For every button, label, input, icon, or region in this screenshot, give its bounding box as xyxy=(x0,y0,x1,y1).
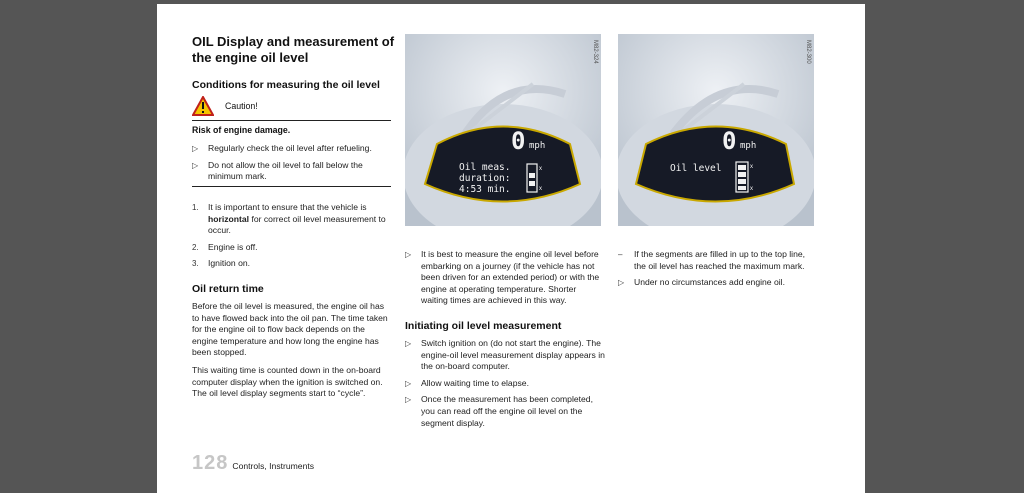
manual-page xyxy=(157,4,865,493)
figure-oil-measurement-display xyxy=(405,34,601,226)
oil-return-heading: Oil return time xyxy=(192,283,264,295)
triangle-bullet-icon: ▷ xyxy=(192,144,199,153)
triangle-bullet-icon: ▷ xyxy=(405,378,412,388)
list-item: ▷ Do not allow the oil level to fall below the minimum mark. xyxy=(192,159,363,182)
triangle-bullet-icon: ▷ xyxy=(618,278,625,288)
display-line-1: Oil meas. xyxy=(459,162,511,173)
svg-text:x: x xyxy=(750,164,753,170)
middle-bullet-list xyxy=(405,249,605,312)
list-item: 1. It is important to ensure that the vehicle is horizontal for correct oil level measurement to occur. xyxy=(192,202,386,236)
list-item: 3. Ignition on. xyxy=(192,258,251,269)
oil-return-paragraph-2: This waiting time is counted down in the on-board computer display when the ignition is switched on. The oil level display segments start to “cycle”. xyxy=(192,365,383,399)
list-item: – If the segments are filled in up to the top line, the oil level has reached the maximum mark. xyxy=(618,249,806,271)
instrument-cluster-illustration xyxy=(405,34,601,226)
speed-unit: mph xyxy=(740,141,757,151)
page-footer xyxy=(192,452,314,475)
display-line-2: duration: xyxy=(459,173,511,184)
dash-bullet-icon: – xyxy=(618,250,623,259)
svg-text:x: x xyxy=(750,186,753,192)
list-item: ▷ Switch ignition on (do not start the engine). The engine-oil level measurement display appears in the on-board computer. xyxy=(405,338,605,372)
speed-value: 0 xyxy=(722,127,737,155)
svg-text:x: x xyxy=(539,166,542,172)
conditions-heading: Conditions for measuring the oil level xyxy=(192,79,380,91)
caution-row xyxy=(192,96,258,116)
list-item: 2. Engine is off. xyxy=(192,241,258,252)
display-line-1: Oil level xyxy=(670,163,722,174)
figure-code: M82-324 xyxy=(592,40,598,64)
caution-rule-bottom xyxy=(192,186,391,187)
initiating-heading: Initiating oil level measurement xyxy=(405,320,562,332)
warning-triangle-icon xyxy=(192,96,214,116)
svg-text:x: x xyxy=(539,186,542,192)
figure-code: M82-300 xyxy=(805,40,811,64)
speed-value: 0 xyxy=(511,127,526,155)
conditions-list xyxy=(192,202,392,275)
list-item: ▷ Once the measurement has been completed, you can read off the engine oil level on the segment display. xyxy=(405,394,593,428)
figure-oil-level-display xyxy=(618,34,814,226)
instrument-cluster-illustration xyxy=(618,34,814,226)
page-title: OIL Display and measurement of the engine oil level xyxy=(192,34,395,65)
risk-text: Risk of engine damage. xyxy=(192,125,291,135)
right-list xyxy=(618,249,814,294)
caution-bullet-list xyxy=(192,143,392,188)
triangle-bullet-icon: ▷ xyxy=(405,250,412,259)
section-name: Controls, Instruments xyxy=(232,461,315,471)
triangle-bullet-icon: ▷ xyxy=(405,395,412,405)
list-item: ▷ It is best to measure the engine oil level before embarking on a journey (if the vehicle has not been driven for an extended period) or with the engine at operating temperature. Shorter waiting times are achieved in this way. xyxy=(405,249,600,306)
list-item: ▷ Regularly check the oil level after refueling. xyxy=(192,143,372,153)
display-line-3: 4:53 min. xyxy=(459,184,511,195)
triangle-bullet-icon: ▷ xyxy=(405,339,412,348)
caution-label: Caution! xyxy=(225,101,258,111)
caution-rule-top xyxy=(192,120,391,121)
initiating-bullet-list xyxy=(405,338,605,434)
speed-unit: mph xyxy=(529,141,546,151)
oil-return-paragraph-1: Before the oil level is measured, the engine oil has to have flowed back into the oil pan. The time taken for the engine oil to flow back depends on the engine temperature and how long the engine has been stopped. xyxy=(192,301,388,358)
page-number: 128 xyxy=(192,452,229,474)
list-item: ▷ Under no circumstances add engine oil. xyxy=(618,277,785,288)
triangle-bullet-icon: ▷ xyxy=(192,160,199,170)
list-item: ▷ Allow waiting time to elapse. xyxy=(405,377,529,388)
